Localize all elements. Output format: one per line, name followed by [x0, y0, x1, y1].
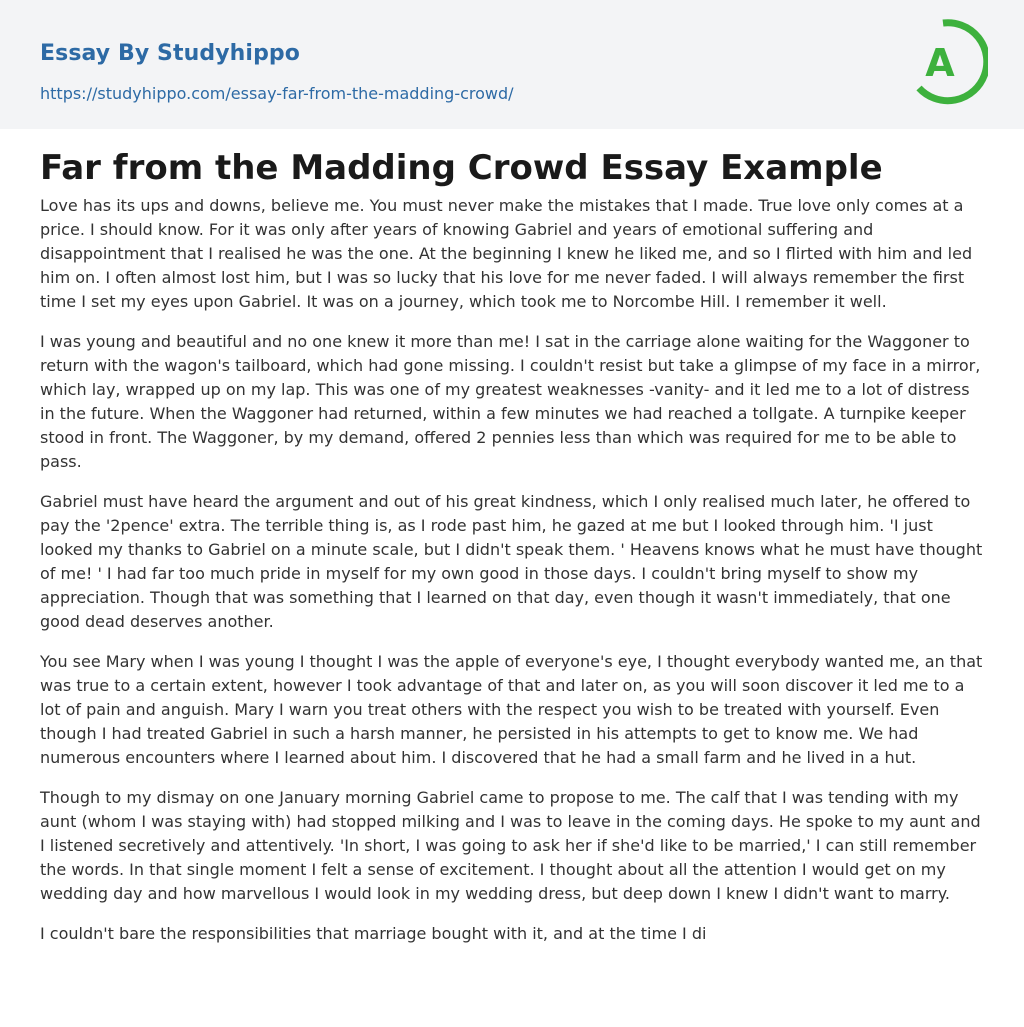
logo-icon[interactable] [908, 18, 988, 106]
paragraph: I was young and beautiful and no one knew it more than me! I sat in the carriage alone waiting for the Waggoner to return with the wagon's tailboard, which had gone missing. I couldn't resist but take a glimpse of my face in a mirror, which lay, wrapped up on my lap. This was one of my greatest weaknesses -vanity- and it led me to a lot of distress in the future. When the Waggoner had returned, within a few minutes we had reached a tollgate. A turnpike keeper stood in front. The Waggoner, by my demand, offered 2 pennies less than which was required for me to be able to pass. [40, 332, 981, 471]
paragraph: You see Mary when I was young I thought I was the apple of everyone's eye, I thought everybody wanted me, an that was true to a certain extent, however I took advantage of that and later on, as you will soon discover it led me to a lot of pain and anguish. Mary I warn you treat others with the respect you wish to be treated with yourself. Even though I had treated Gabriel in such a harsh manner, he persisted in his attempts to get to know me. We had numerous encounters where I learned about him. I discovered that he had a small farm and he lived in a hut. [40, 652, 983, 767]
source-url-link[interactable]: https://studyhippo.com/essay-far-from-the-madding-crowd/ [40, 84, 514, 103]
site-header [0, 0, 1024, 129]
logo-letter: A [925, 41, 955, 85]
page-title: Far from the Madding Crowd Essay Example [40, 148, 883, 188]
paragraph: Though to my dismay on one January morning Gabriel came to propose to me. The calf that I was tending with my aunt (whom I was staying with) had stopped milking and I was to leave in the coming days. He spoke to my aunt and I listened secretively and attentively. 'In short, I was going to ask her if she'd like to be married,' I can still remember the words. In that single moment I felt a sense of excitement. I thought about all the attention I would get on my wedding day and how marvellous I would look in my wedding dress, but deep down I knew I didn't want to marry. [40, 788, 981, 903]
article [0, 129, 1024, 946]
paragraph: Love has its ups and downs, believe me. You must never make the mistakes that I made. True love only comes at a price. I should know. For it was only after years of knowing Gabriel and years of emotional suffering and disappointment that I realised he was the one. At the beginning I knew he liked me, and so I flirted with him and led him on. I often almost lost him, but I was so lucky that his love for me never faded. I will always remember the first time I set my eyes upon Gabriel. It was on a journey, which took me to Norcombe Hill. I remember it well. [40, 196, 973, 311]
paragraph: I couldn't bare the responsibilities that marriage bought with it, and at the time I di [40, 924, 707, 943]
site-brand[interactable]: Essay By Studyhippo [40, 41, 300, 66]
paragraph: Gabriel must have heard the argument and out of his great kindness, which I only realised much later, he offered to pay the '2pence' extra. The terrible thing is, as I rode past him, he gazed at me but I looked through him. 'I just looked my thanks to Gabriel on a minute scale, but I didn't speak them. ' Heavens knows what he must have thought of me! ' I had far too much pride in myself for my own good in those days. I couldn't bring myself to show my appreciation. Though that was something that I learned on that day, even though it wasn't immediately, that one good dead deserves another. [40, 492, 983, 631]
